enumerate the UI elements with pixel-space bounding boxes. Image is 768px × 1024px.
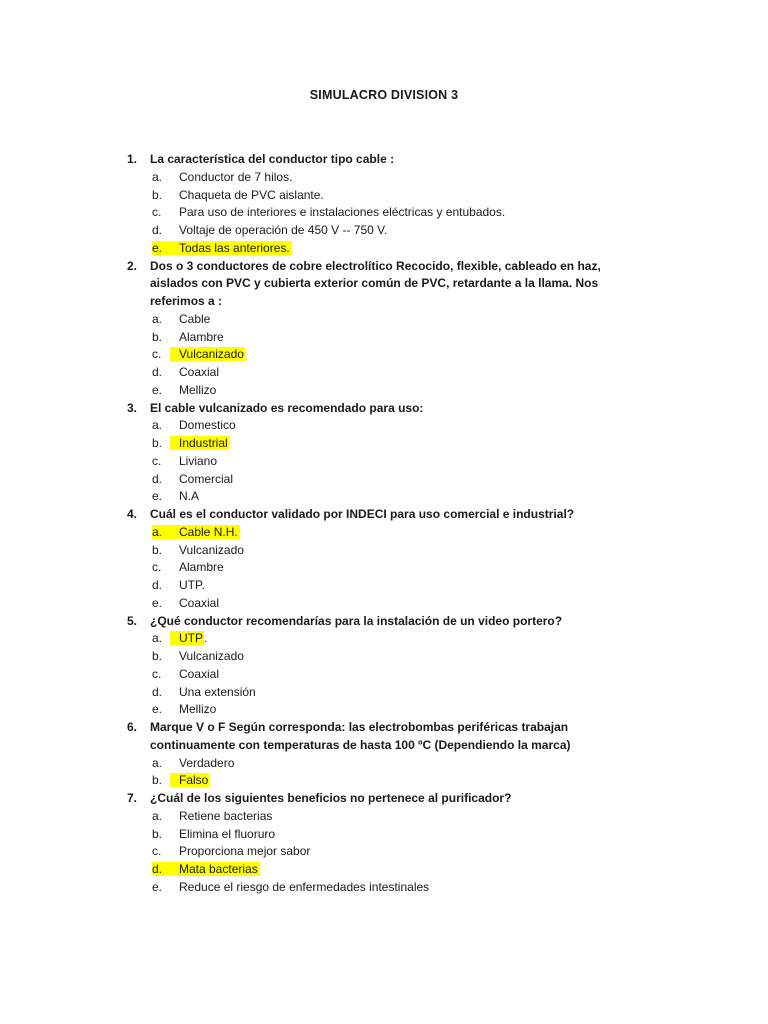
option-highlight-wrap [152,578,205,592]
option-text: Vulcanizado [179,649,244,663]
option-letter: a. [152,524,163,539]
option-letter: a. [152,169,163,184]
question-number: 4. [127,507,138,521]
option-text: Vulcanizado [170,347,245,361]
option-text: Retiene bacterias [179,808,273,823]
option-highlight-wrap [152,347,245,361]
answer-option [152,435,650,453]
option-highlight-wrap [152,241,292,255]
option-highlight-wrap [152,543,244,557]
option-letter: b. [152,649,163,663]
question-number: 1. [127,152,138,166]
question [127,400,650,507]
answer-option [152,772,650,790]
option-text: UTP. [179,578,205,592]
option-text: Conductor de 7 hilos. [179,169,293,184]
option-text: Liviano [179,453,218,468]
answer-option [152,524,650,542]
option-letter: a. [152,631,163,646]
option-text: Todas las anteriores. [179,240,290,255]
option-letter: d. [152,684,163,699]
option-highlight-wrap [152,525,240,539]
option-highlight-wrap [152,472,233,486]
answer-option [152,311,650,329]
question-text: Marque V o F Según corresponda: las electrobombas periféricas trabajan continuamente con temperaturas de hasta 100 ºC (Dependiendo la marca) [150,720,571,752]
question-text: La característica del conductor tipo cable : [150,152,395,166]
answer-option [152,222,650,240]
answer-option [152,648,650,666]
answer-option [152,826,650,844]
answer-option [152,169,650,187]
option-letter: c. [152,205,162,220]
option-text: Mellizo [179,702,217,717]
question-body [150,790,650,897]
option-letter: b. [152,187,163,202]
answer-option [152,701,650,719]
question [127,151,650,258]
answer-option [152,346,650,364]
option-letter: b. [152,329,163,344]
answer-option [152,595,650,613]
option-highlight-wrap [152,330,224,344]
option-letter: e. [152,879,163,894]
option-text: UTP [170,631,204,645]
option-highlight-wrap [152,827,275,841]
option-letter: b. [152,542,163,557]
option-highlight-wrap [152,649,244,663]
answer-option [152,577,650,595]
option-text: Chaqueta de PVC aislante. [179,187,324,202]
option-highlight-wrap [152,436,229,450]
option-text: Comercial [179,471,234,486]
question [127,258,650,400]
option-letter: d. [152,365,163,379]
option-text: Coaxial [179,666,220,681]
option-text: Vulcanizado [179,542,244,557]
option-highlight-wrap [152,560,224,574]
option-highlight-wrap [152,170,292,184]
option-letter: d. [152,471,163,486]
question-text: Dos o 3 conductores de cobre electrolítico Recocido, flexible, cableado en haz, aislados con PVC y cubierta exterior común de PVC, retardante a la llama. Nos referimos a : [150,258,601,308]
option-letter: e. [152,382,163,397]
option-letter: a. [152,418,163,433]
option-letter: a. [152,311,163,326]
option-highlight-wrap [152,489,199,503]
question-number: 3. [127,400,138,415]
option-highlight-wrap [152,862,260,876]
answer-option [152,204,650,222]
answer-option [152,684,650,702]
question-number: 2. [127,258,138,273]
option-letter: b. [152,826,163,841]
option-text: Una extensión [179,684,256,699]
option-letter: c. [152,844,162,859]
option-letter: b. [152,436,163,450]
option-highlight-wrap [152,223,387,237]
option-text: Alambre [179,560,224,575]
question-text: El cable vulcanizado es recomendado para uso: [150,400,424,415]
option-highlight-wrap [152,365,219,379]
question [127,790,650,897]
answer-option [152,187,650,205]
option-text: Mellizo [179,382,217,397]
option-text: Cable [179,311,211,326]
answer-option [152,240,650,258]
option-highlight-wrap [152,667,219,681]
option-letter: c. [152,347,162,362]
option-text: Cable N.H. [179,524,238,539]
question-body [150,506,650,613]
answer-option [152,755,650,773]
option-letter: c. [152,453,162,468]
option-letter: e. [152,595,163,610]
option-text-suffix: . [204,631,208,646]
option-highlight-wrap [152,596,219,610]
option-text: N.A [179,489,200,504]
option-highlight-wrap [152,880,429,894]
option-highlight-wrap [152,454,217,468]
option-highlight-wrap [152,383,216,397]
answer-option [152,879,650,897]
answer-option [152,843,650,861]
answer-option [152,542,650,560]
option-text: Industrial [170,436,229,450]
option-highlight-wrap [152,685,256,699]
option-text: Coaxial [179,365,220,379]
option-highlight-wrap [152,631,204,645]
option-highlight-wrap [152,312,210,326]
questions [127,151,650,897]
option-highlight-wrap [152,418,236,432]
answer-option [152,861,650,879]
question-number: 6. [127,720,138,734]
quiz-content [0,151,768,897]
answer-option [152,559,650,577]
question-number: 5. [127,613,138,628]
answer-option [152,364,650,382]
option-text: Mata bacterias [179,862,258,876]
option-text: Voltaje de operación de 450 V -- 750 V. [179,223,388,237]
option-letter: d. [152,578,163,592]
option-letter: b. [152,773,163,788]
option-letter: a. [152,755,163,770]
answer-option [152,630,650,648]
answer-option [152,382,650,400]
option-highlight-wrap [152,809,272,823]
option-letter: e. [152,702,163,717]
option-text: Alambre [179,329,224,344]
option-text: Reduce el riesgo de enfermedades intestinales [179,879,430,894]
option-letter: d. [152,862,163,876]
option-highlight-wrap [152,702,216,716]
option-letter: c. [152,666,162,681]
option-text: Elimina el fluoruro [179,826,276,841]
question-text: Cuál es el conductor validado por INDECI para uso comercial e industrial? [150,507,575,521]
option-highlight-wrap [152,844,310,858]
option-highlight-wrap [152,773,209,787]
option-text: Coaxial [179,595,220,610]
option-text: Para uso de interiores e instalaciones eléctricas y entubados. [179,205,506,220]
answer-option [152,453,650,471]
option-highlight-wrap [152,205,505,219]
question-text: ¿Cuál de los siguientes beneficios no pertenece al purificador? [150,791,512,805]
question-body [150,613,650,720]
page-title: SIMULACRO DIVISION 3 [309,88,459,102]
option-letter: a. [152,808,163,823]
option-text: Falso [170,773,209,787]
option-highlight-wrap [152,188,324,202]
question-body [150,258,650,400]
question-body [150,719,650,790]
question-text: ¿Qué conductor recomendarías para la instalación de un video portero? [150,613,563,628]
option-letter: d. [152,223,163,237]
option-text: Proporciona mejor sabor [179,844,311,859]
option-letter: e. [152,489,163,504]
question [127,719,650,790]
option-letter: e. [152,240,163,255]
answer-option [152,666,650,684]
option-text: Verdadero [179,755,235,770]
option-highlight-wrap [152,756,234,770]
answer-option [152,808,650,826]
question [127,506,650,613]
option-letter: c. [152,560,162,575]
option-text: Domestico [179,418,236,433]
answer-option [152,417,650,435]
question-body [150,151,650,258]
answer-option [152,329,650,347]
question [127,613,650,720]
question-number: 7. [127,791,138,805]
question-body [150,400,650,507]
answer-option [152,471,650,489]
answer-option [152,488,650,506]
